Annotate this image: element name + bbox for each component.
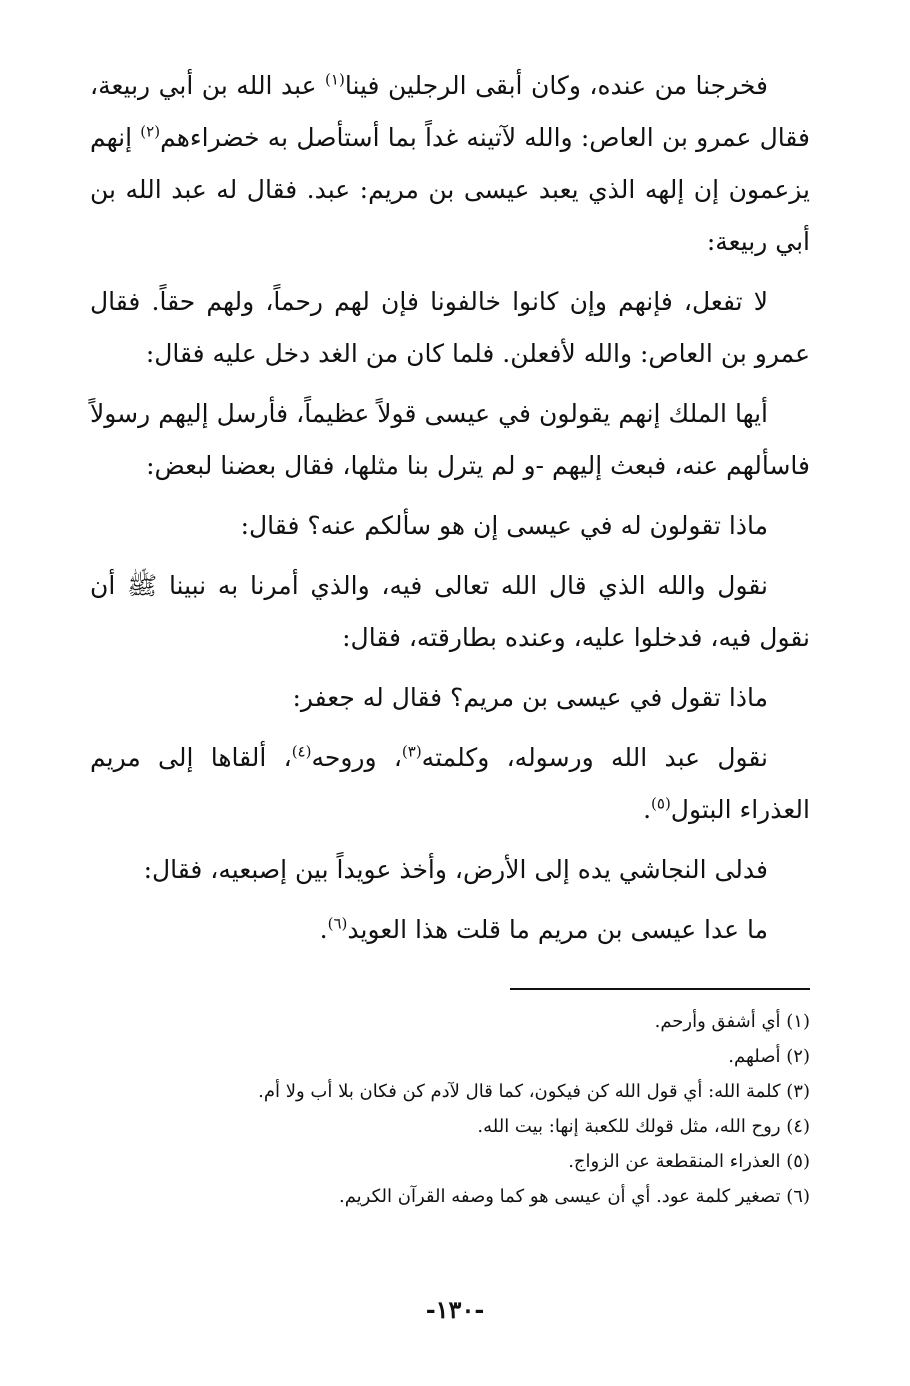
- footnote-item: (٥) العذراء المنقطعة عن الزواج.: [568, 1151, 810, 1172]
- paragraph: [90, 732, 810, 836]
- paragraph: [90, 500, 810, 552]
- text-run: ماذا تقولون له في عيسى إن هو سألكم عنه؟ فقال:: [240, 511, 768, 540]
- paragraph: [90, 844, 810, 896]
- footnote-marker[interactable]: (٢): [140, 122, 161, 141]
- text-run: إنهم يزعمون إن إلهه الذي يعبد عيسى بن مريم: عبد. فقال له عبد الله بن أبي ربيعة:: [90, 123, 810, 256]
- footnote-item: (٤) روح الله، مثل قولك للكعبة إنها: بيت الله.: [477, 1116, 810, 1137]
- paragraph: [90, 60, 810, 268]
- text-run: فخرجنا من عنده، وكان أبقى الرجلين فينا: [344, 71, 768, 100]
- footnote-marker[interactable]: (٦): [327, 914, 348, 933]
- footnotes: [90, 1004, 810, 1214]
- footnote-item: (٢) أصلهم.: [728, 1046, 810, 1067]
- text-run: عبد الله بن أبي ربيعة، فقال عمرو بن العاص: والله لآتينه غداً بما أستأصل به خضراءهم: [90, 71, 810, 152]
- text-run: ماذا تقول في عيسى بن مريم؟ فقال له جعفر:: [292, 683, 768, 712]
- footnote-separator: [510, 988, 810, 990]
- footnote-item: (٣) كلمة الله: أي قول الله كن فيكون، كما قال لآدم كن فكان بلا أب ولا أم.: [258, 1081, 810, 1102]
- paragraph: [90, 388, 810, 492]
- text-run: ما عدا عيسى بن مريم ما قلت هذا العويد: [347, 915, 768, 944]
- footnote-marker[interactable]: (٥): [651, 794, 671, 813]
- paragraph: [90, 276, 810, 380]
- text-run: .: [319, 915, 328, 944]
- text-run: نقول عبد الله ورسوله، وكلمته: [421, 743, 769, 772]
- footnote-marker[interactable]: (٣): [401, 742, 422, 761]
- text-run: لا تفعل، فإنهم وإن كانوا خالفونا فإن لهم رحماً، ولهم حقاً. فقال عمرو بن العاص: والله لأفعلن. فلما كان من الغد دخل عليه فقال:: [90, 287, 810, 368]
- footnote-item: (١) أي أشفق وأرحم.: [654, 1011, 810, 1032]
- text-run: نقول والله الذي قال الله تعالى فيه، والذي أمرنا به نبينا ﷺ أن نقول فيه، فدخلوا عليه، وعنده بطارقته، فقال:: [90, 571, 810, 652]
- text-run: فدلى النجاشي يده إلى الأرض، وأخذ عويداً بين إصبعيه، فقال:: [143, 855, 768, 884]
- paragraph: [90, 904, 810, 956]
- main-text: [90, 60, 810, 956]
- footnote-marker[interactable]: (٤): [291, 742, 312, 761]
- text-run: أيها الملك إنهم يقولون في عيسى قولاً عظيماً، فأرسل إليهم رسولاً فاسألهم عنه، فبعث إليهم -و لم يترل بنا مثلها، فقال بعضنا لبعض:: [90, 399, 810, 480]
- footnote-marker[interactable]: (١): [325, 70, 345, 89]
- page-number: -١٣٠-: [425, 1295, 485, 1324]
- text-run: .: [643, 795, 652, 824]
- text-run: ، وروحه: [311, 743, 402, 772]
- paragraph: [90, 672, 810, 724]
- text-run: ، ألقاها إلى مريم العذراء البتول: [90, 743, 810, 824]
- paragraph: [90, 560, 810, 664]
- footnote-item: (٦) تصغير كلمة عود. أي أن عيسى هو كما وصفه القرآن الكريم.: [338, 1186, 810, 1207]
